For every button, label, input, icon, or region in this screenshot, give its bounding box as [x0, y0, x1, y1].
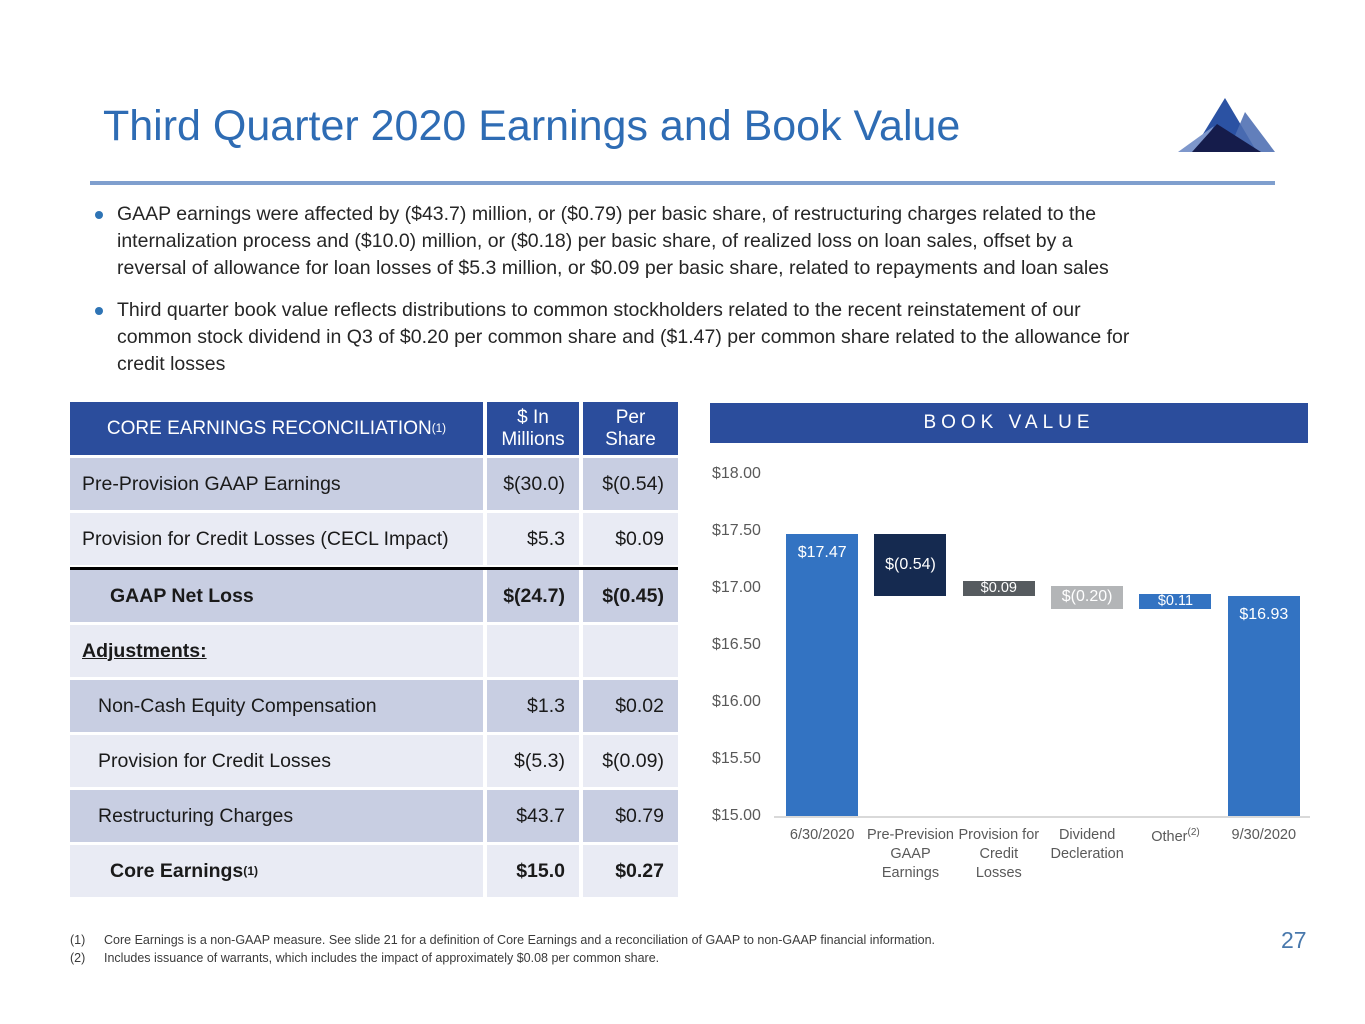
waterfall-plot: [778, 474, 1308, 816]
table-row: [70, 790, 678, 842]
bar-value-label: $16.93: [1239, 605, 1289, 623]
footnote-text: Includes issuance of warrants, which includes the impact of approximately $0.08 per common share.: [104, 951, 660, 965]
footnotes: [70, 933, 935, 969]
y-tick-label: $16.50: [712, 636, 761, 653]
table-header-row: [70, 402, 678, 455]
row-label: Provision for Credit Losses (CECL Impact): [70, 513, 483, 565]
row-label: GAAP Net Loss: [70, 570, 483, 622]
x-axis-label-other: Other$^{(2)}$: [1151, 827, 1200, 845]
footnote-marker: (1): [70, 933, 86, 947]
x-axis-label-pre-prevision-gaap-earnings: Pre-Prevision GAAP Earnings: [866, 827, 954, 882]
y-axis: [712, 465, 774, 824]
x-axis-labels: [778, 826, 1308, 883]
y-tick-label: $15.50: [712, 750, 761, 767]
table-row-gaap-net-loss: [70, 567, 678, 622]
x-axis-label-6-30-2020: 6/30/2020: [789, 827, 855, 843]
row-millions: $(5.3): [487, 735, 579, 787]
x-axis-label-provision-for-credit-losses: Provision for Credit Losses: [958, 827, 1040, 882]
y-tick-label: $16.00: [712, 693, 761, 710]
row-per-share: $(0.09): [583, 735, 678, 787]
table-row: [70, 458, 678, 510]
waterfall-slot: [1131, 474, 1219, 816]
x-axis-baseline: [774, 816, 1310, 818]
column-header-per-share: Per Share: [583, 402, 678, 455]
waterfall-slot: [1043, 474, 1131, 816]
bar-value-label: $0.09: [980, 580, 1017, 597]
waterfall-slot: [1220, 474, 1308, 816]
bullet-item: [90, 297, 1280, 378]
bullet-text-line: Third quarter book value reflects distributions to common stockholders related to the recent reinstatement of our: [117, 299, 1081, 321]
x-label-footnote-ref: (2): [1187, 827, 1200, 838]
table-row-core-earnings: [70, 845, 678, 897]
row-millions: $15.0: [487, 845, 579, 897]
x-axis-label-9-30-2020: 9/30/2020: [1231, 827, 1297, 843]
bullet-text-line: reversal of allowance for loan losses of $5.3 million, or $0.09 per basic share, related to repayments and loan sales: [117, 257, 1109, 279]
y-tick-label: $17.00: [712, 579, 761, 596]
row-millions: $43.7: [487, 790, 579, 842]
y-tick-label: $17.50: [712, 522, 761, 539]
row-label: Provision for Credit Losses: [70, 735, 483, 787]
bullet-icon: [95, 211, 103, 219]
row-per-share: [583, 625, 678, 677]
x-axis-label-dividend-decleration: Dividend Decleration: [1050, 827, 1124, 863]
waterfall-bar-6-30-2020: [786, 534, 858, 816]
page-title: Third Quarter 2020 Earnings and Book Value: [103, 102, 961, 150]
table-row: [70, 513, 678, 565]
waterfall-slot: [955, 474, 1043, 816]
waterfall-bar-9-30-2020: [1228, 596, 1300, 816]
chart-plot-area: [710, 465, 1308, 882]
bar-value-label: $0.11: [1157, 593, 1194, 610]
bullet-item: [90, 201, 1280, 282]
row-label: Non-Cash Equity Compensation: [70, 680, 483, 732]
y-tick-label: $18.00: [712, 465, 761, 482]
bar-value-label: $17.47: [797, 544, 847, 562]
title-divider: [90, 181, 1275, 185]
row-millions: [487, 625, 579, 677]
row-per-share: $(0.54): [583, 458, 678, 510]
bullet-list: [90, 201, 1280, 393]
row-per-share: $0.27: [583, 845, 678, 897]
row-per-share: $0.79: [583, 790, 678, 842]
mountain-logo-icon: [1178, 94, 1278, 162]
waterfall-bar-pre-prevision-gaap-earnings: [874, 534, 946, 596]
table-row: [70, 735, 678, 787]
bullet-text-line: GAAP earnings were affected by ($43.7) million, or ($0.79) per basic share, of restructuring charges related to the: [117, 203, 1097, 225]
table-row-adjustments: [70, 625, 678, 677]
row-label: Core Earnings (1): [70, 845, 483, 897]
footnote: [70, 933, 935, 947]
row-per-share: $(0.45): [583, 570, 678, 622]
bullet-icon: [95, 307, 103, 315]
book-value-chart: [710, 403, 1308, 882]
bar-value-label: $(0.20): [1061, 588, 1113, 606]
table-row: [70, 680, 678, 732]
waterfall-slot: [866, 474, 954, 816]
bullet-text-line: internalization process and ($10.0) million, or ($0.18) per basic share, of realized loss on loan sales, offset by a: [117, 230, 1073, 252]
row-label: Pre-Provision GAAP Earnings: [70, 458, 483, 510]
footnote-text: Core Earnings is a non-GAAP measure. See slide 21 for a definition of Core Earnings and a reconciliation of GAAP to non-GAAP financial information.: [104, 933, 936, 947]
y-tick-label: $15.00: [712, 807, 761, 824]
row-millions: $1.3: [487, 680, 579, 732]
row-label: Adjustments:: [70, 625, 483, 677]
footnote: [70, 951, 935, 965]
core-earnings-table: [70, 402, 678, 897]
footnote-marker: (2): [70, 951, 86, 965]
row-per-share: $0.02: [583, 680, 678, 732]
row-millions: $5.3: [487, 513, 579, 565]
waterfall-bar-dividend-decleration: [1051, 586, 1123, 609]
waterfall-bar-other: [1139, 594, 1211, 609]
row-label: Restructuring Charges: [70, 790, 483, 842]
row-per-share: $0.09: [583, 513, 678, 565]
row-millions: $(30.0): [487, 458, 579, 510]
bar-value-label: $(0.54): [885, 556, 936, 574]
waterfall-bar-provision-for-credit-losses: [963, 581, 1035, 596]
column-header-millions: $ In Millions: [487, 402, 579, 455]
row-millions: $(24.7): [487, 570, 579, 622]
bullet-text-line: common stock dividend in Q3 of $0.20 per common share and ($1.47) per common share related to the allowance for: [117, 326, 1130, 348]
bullet-text-line: credit losses: [117, 353, 226, 375]
table-title: CORE EARNINGS RECONCILIATION (1): [70, 402, 483, 455]
page-number: 27: [1281, 927, 1307, 953]
chart-title: BOOK VALUE: [710, 403, 1308, 443]
waterfall-slot: [778, 474, 866, 816]
